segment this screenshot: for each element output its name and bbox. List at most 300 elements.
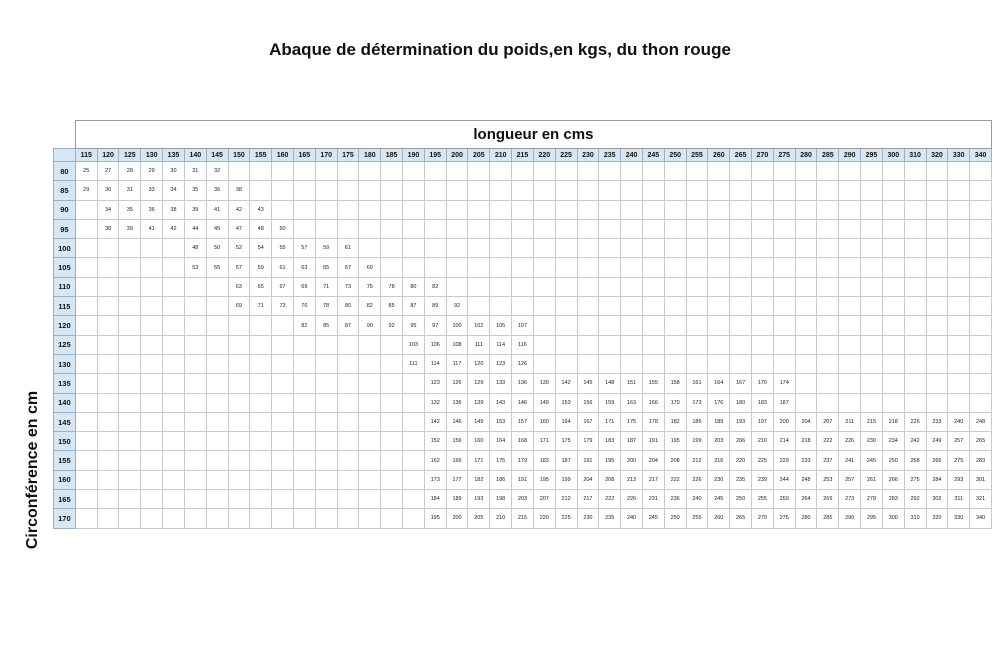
weight-cell [839, 200, 861, 219]
weight-cell: 273 [839, 490, 861, 509]
weight-cell [904, 316, 926, 335]
weight-cell: 210 [752, 432, 774, 451]
weight-cell [163, 354, 185, 373]
weight-cell: 255 [752, 490, 774, 509]
weight-cell: 269 [817, 490, 839, 509]
weight-cell [163, 297, 185, 316]
weight-cell: 293 [948, 470, 970, 489]
length-header-cell: 240 [621, 149, 643, 162]
weight-cell: 145 [577, 374, 599, 393]
weight-cell [97, 258, 119, 277]
circumference-header-cell: 100 [54, 239, 76, 258]
weight-cell [75, 432, 97, 451]
weight-cell [184, 412, 206, 431]
weight-cell: 226 [839, 432, 861, 451]
weight-cell: 97 [424, 316, 446, 335]
weight-cell: 153 [490, 412, 512, 431]
weight-cell [315, 470, 337, 489]
weight-cell [272, 354, 294, 373]
weight-cell [403, 258, 425, 277]
weight-cell [817, 335, 839, 354]
weight-cell [839, 258, 861, 277]
weight-cell [861, 335, 883, 354]
weight-cell [381, 200, 403, 219]
weight-cell [642, 297, 664, 316]
weight-cell [97, 239, 119, 258]
table-row [54, 470, 992, 489]
weight-cell [119, 470, 141, 489]
weight-cell: 183 [752, 393, 774, 412]
weight-cell [228, 470, 250, 489]
table-row [54, 316, 992, 335]
weight-cell [861, 393, 883, 412]
weight-cell: 42 [228, 200, 250, 219]
weight-cell [403, 374, 425, 393]
weight-cell [730, 219, 752, 238]
table-row [54, 277, 992, 296]
weight-cell: 260 [708, 509, 730, 528]
weight-cell: 204 [642, 451, 664, 470]
weight-cell: 85 [381, 297, 403, 316]
weight-cell [970, 277, 992, 296]
weight-cell: 71 [250, 297, 272, 316]
weight-cell [381, 181, 403, 200]
weight-cell [882, 297, 904, 316]
weight-cell [839, 181, 861, 200]
weight-cell [555, 335, 577, 354]
weight-cell: 226 [904, 412, 926, 431]
weight-cell: 171 [599, 412, 621, 431]
weight-cell [337, 412, 359, 431]
weight-cell [642, 316, 664, 335]
weight-cell [686, 277, 708, 296]
weight-cell: 120 [468, 354, 490, 373]
weight-cell [337, 393, 359, 412]
weight-cell [970, 239, 992, 258]
weight-cell [839, 335, 861, 354]
circumference-header-cell: 150 [54, 432, 76, 451]
weight-cell: 139 [468, 393, 490, 412]
weight-cell: 95 [403, 316, 425, 335]
weight-cell [795, 277, 817, 296]
weight-cell [621, 181, 643, 200]
weight-cell: 73 [337, 277, 359, 296]
weight-cell [250, 509, 272, 528]
table-row [54, 393, 992, 412]
weight-cell [381, 432, 403, 451]
weight-cell: 143 [490, 393, 512, 412]
weight-cell [861, 297, 883, 316]
weight-cell: 149 [468, 412, 490, 431]
weight-cell [882, 181, 904, 200]
weight-cell [970, 316, 992, 335]
weight-cell [708, 239, 730, 258]
weight-cell: 30 [163, 162, 185, 181]
weight-cell: 244 [773, 470, 795, 489]
weight-cell: 215 [512, 509, 534, 528]
weight-cell [533, 239, 555, 258]
weight-cell [861, 277, 883, 296]
weight-cell: 31 [119, 181, 141, 200]
weight-cell: 82 [424, 277, 446, 296]
length-header-cell: 210 [490, 149, 512, 162]
weight-cell [621, 297, 643, 316]
weight-cell [97, 451, 119, 470]
weight-cell: 126 [446, 374, 468, 393]
weight-cell [730, 297, 752, 316]
circumference-header-cell: 140 [54, 393, 76, 412]
weight-cell [359, 200, 381, 219]
weight-cell [970, 297, 992, 316]
weight-cell [817, 354, 839, 373]
weight-cell [337, 181, 359, 200]
length-header-cell: 225 [555, 149, 577, 162]
weight-cell [773, 277, 795, 296]
weight-cell: 183 [599, 432, 621, 451]
weight-cell: 217 [577, 490, 599, 509]
weight-cell [970, 219, 992, 238]
weight-cell: 38 [163, 200, 185, 219]
weight-cell: 160 [468, 432, 490, 451]
weight-cell [882, 335, 904, 354]
weight-cell: 85 [315, 316, 337, 335]
weight-cell: 38 [97, 219, 119, 238]
weight-cell [926, 316, 948, 335]
weight-cell: 41 [206, 200, 228, 219]
weight-cell [403, 181, 425, 200]
weight-cell: 163 [621, 393, 643, 412]
weight-cell: 235 [599, 509, 621, 528]
weight-cell: 108 [446, 335, 468, 354]
weight-cell [882, 354, 904, 373]
weight-cell [817, 181, 839, 200]
weight-cell [664, 200, 686, 219]
weight-cell: 236 [664, 490, 686, 509]
weight-cell [904, 239, 926, 258]
weight-cell [206, 393, 228, 412]
weight-cell [184, 374, 206, 393]
weight-cell: 245 [642, 509, 664, 528]
weight-cell: 179 [512, 451, 534, 470]
table-row [54, 354, 992, 373]
weight-cell [621, 258, 643, 277]
length-header-cell: 140 [184, 149, 206, 162]
weight-cell: 136 [512, 374, 534, 393]
weight-cell: 248 [970, 412, 992, 431]
weight-cell: 208 [664, 451, 686, 470]
weight-cell: 175 [621, 412, 643, 431]
weight-cell [970, 162, 992, 181]
weight-cell: 159 [599, 393, 621, 412]
weight-cell [446, 258, 468, 277]
weight-cell [293, 219, 315, 238]
weight-cell: 275 [773, 509, 795, 528]
weight-cell [926, 258, 948, 277]
weight-cell [315, 162, 337, 181]
weight-cell [948, 200, 970, 219]
weight-cell: 132 [424, 393, 446, 412]
weight-cell [664, 277, 686, 296]
weight-cell: 257 [839, 470, 861, 489]
weight-cell: 35 [119, 200, 141, 219]
weight-cell: 200 [446, 509, 468, 528]
table-row [54, 490, 992, 509]
weight-cell [533, 354, 555, 373]
weight-cell [817, 239, 839, 258]
weight-cell [686, 200, 708, 219]
weight-cell [752, 181, 774, 200]
weight-cell [686, 354, 708, 373]
weight-cell [119, 258, 141, 277]
weight-cell: 82 [359, 297, 381, 316]
weight-cell [141, 239, 163, 258]
weight-cell [250, 316, 272, 335]
weight-cell: 178 [642, 412, 664, 431]
length-header-cell: 200 [446, 149, 468, 162]
length-header-cell: 220 [533, 149, 555, 162]
weight-cell [533, 297, 555, 316]
weight-cell [184, 470, 206, 489]
weight-cell [795, 162, 817, 181]
weight-cell: 73 [272, 297, 294, 316]
circumference-header-cell: 155 [54, 451, 76, 470]
weight-cell [184, 393, 206, 412]
weight-cell: 126 [512, 354, 534, 373]
weight-cell: 38 [228, 181, 250, 200]
weight-cell: 237 [817, 451, 839, 470]
weight-cell: 32 [206, 162, 228, 181]
weight-cell: 321 [970, 490, 992, 509]
weight-cell: 215 [861, 412, 883, 431]
weight-cell [708, 316, 730, 335]
weight-cell [403, 412, 425, 431]
weight-cell [141, 451, 163, 470]
weight-cell [642, 219, 664, 238]
weight-cell [97, 490, 119, 509]
weight-cell [381, 219, 403, 238]
weight-cell [773, 239, 795, 258]
weight-cell: 176 [708, 393, 730, 412]
weight-cell [184, 277, 206, 296]
weight-cell [337, 490, 359, 509]
weight-cell [577, 219, 599, 238]
weight-cell [359, 162, 381, 181]
weight-cell: 213 [621, 470, 643, 489]
weight-cell: 275 [904, 470, 926, 489]
weight-cell [882, 239, 904, 258]
weight-cell [577, 354, 599, 373]
weight-cell: 239 [752, 470, 774, 489]
weight-cell [555, 239, 577, 258]
weight-cell: 168 [512, 432, 534, 451]
weight-cell [795, 200, 817, 219]
weight-cell: 164 [708, 374, 730, 393]
weight-cell [642, 200, 664, 219]
weight-cell [97, 412, 119, 431]
circumference-header-cell: 85 [54, 181, 76, 200]
length-header-cell: 245 [642, 149, 664, 162]
weight-cell [293, 412, 315, 431]
weight-cell [948, 297, 970, 316]
weight-cell: 266 [926, 451, 948, 470]
weight-cell: 106 [424, 335, 446, 354]
weight-cell [184, 451, 206, 470]
weight-cell [926, 335, 948, 354]
weight-cell [315, 393, 337, 412]
weight-cell [839, 297, 861, 316]
weight-cell: 123 [490, 354, 512, 373]
circumference-header-cell: 110 [54, 277, 76, 296]
weight-cell [970, 258, 992, 277]
weight-cell [359, 412, 381, 431]
weight-cell: 206 [730, 432, 752, 451]
weight-cell [75, 335, 97, 354]
weight-cell: 47 [228, 219, 250, 238]
weight-cell: 171 [468, 451, 490, 470]
length-header-cell: 165 [293, 149, 315, 162]
weight-cell [293, 451, 315, 470]
weight-cell [97, 277, 119, 296]
weight-chart [13, 120, 987, 550]
weight-cell [642, 258, 664, 277]
weight-cell [272, 335, 294, 354]
weight-cell [228, 374, 250, 393]
weight-cell [970, 200, 992, 219]
weight-cell: 208 [599, 470, 621, 489]
length-header-cell: 195 [424, 149, 446, 162]
weight-cell [577, 239, 599, 258]
weight-cell [141, 258, 163, 277]
length-header-cell: 145 [206, 149, 228, 162]
page-title: Abaque de détermination du poids,en kgs, du thon rouge [269, 40, 731, 59]
weight-cell: 230 [577, 509, 599, 528]
weight-cell [599, 181, 621, 200]
weight-cell [817, 393, 839, 412]
weight-cell [359, 509, 381, 528]
weight-cell [163, 335, 185, 354]
weight-cell [577, 297, 599, 316]
weight-cell [795, 393, 817, 412]
weight-cell: 52 [228, 239, 250, 258]
weight-cell: 69 [293, 277, 315, 296]
weight-cell [272, 181, 294, 200]
table-row [54, 297, 992, 316]
weight-cell [381, 470, 403, 489]
weight-cell [817, 219, 839, 238]
weight-cell [533, 258, 555, 277]
weight-cell: 75 [359, 277, 381, 296]
weight-cell [163, 412, 185, 431]
weight-cell [272, 470, 294, 489]
weight-cell [533, 277, 555, 296]
table-row [54, 181, 992, 200]
weight-cell [381, 490, 403, 509]
weight-cell: 225 [555, 509, 577, 528]
weight-cell [163, 258, 185, 277]
weight-cell [359, 490, 381, 509]
weight-cell [315, 432, 337, 451]
weight-cell [795, 374, 817, 393]
weight-cell [97, 335, 119, 354]
weight-cell: 235 [730, 470, 752, 489]
weight-cell [882, 258, 904, 277]
weight-cell: 67 [272, 277, 294, 296]
weight-cell: 142 [424, 412, 446, 431]
weight-cell [468, 258, 490, 277]
weight-cell [773, 162, 795, 181]
weight-cell [163, 490, 185, 509]
weight-cell [882, 277, 904, 296]
weight-cell [315, 354, 337, 373]
weight-cell: 193 [730, 412, 752, 431]
weight-cell [141, 412, 163, 431]
weight-cell [555, 277, 577, 296]
weight-cell [228, 316, 250, 335]
weight-cell [730, 277, 752, 296]
weight-cell [686, 162, 708, 181]
length-header-cell: 170 [315, 149, 337, 162]
weight-cell [577, 162, 599, 181]
weight-cell [293, 432, 315, 451]
weight-cell [512, 277, 534, 296]
weight-cell [468, 277, 490, 296]
circumference-header-cell: 95 [54, 219, 76, 238]
weight-cell [642, 162, 664, 181]
weight-cell [75, 509, 97, 528]
weight-cell [948, 239, 970, 258]
table-corner [54, 121, 76, 149]
length-header-cell: 185 [381, 149, 403, 162]
weight-cell [839, 239, 861, 258]
weight-cell: 207 [533, 490, 555, 509]
weight-cell [533, 316, 555, 335]
table-row [54, 239, 992, 258]
weight-cell: 59 [315, 239, 337, 258]
weight-cell [293, 162, 315, 181]
weight-cell: 195 [599, 451, 621, 470]
weight-cell [708, 354, 730, 373]
weight-cell [642, 354, 664, 373]
weight-cell [752, 200, 774, 219]
weight-cell [555, 162, 577, 181]
weight-cell [686, 316, 708, 335]
weight-cell: 55 [272, 239, 294, 258]
weight-cell [839, 354, 861, 373]
weight-cell [599, 219, 621, 238]
weight-cell [926, 354, 948, 373]
weight-cell: 92 [381, 316, 403, 335]
weight-cell [446, 277, 468, 296]
weight-cell: 166 [642, 393, 664, 412]
weight-cell [315, 509, 337, 528]
weight-cell [708, 258, 730, 277]
weight-cell [773, 354, 795, 373]
weight-cell: 87 [337, 316, 359, 335]
weight-cell [293, 393, 315, 412]
weight-cell [119, 374, 141, 393]
weight-cell [926, 374, 948, 393]
length-header-cell: 155 [250, 149, 272, 162]
weight-cell: 264 [795, 490, 817, 509]
weight-cell [403, 509, 425, 528]
length-header-cell: 295 [861, 149, 883, 162]
weight-cell [839, 316, 861, 335]
weight-cell: 278 [861, 490, 883, 509]
weight-cell [337, 374, 359, 393]
weight-cell [206, 509, 228, 528]
weight-cell [795, 297, 817, 316]
weight-cell: 204 [577, 470, 599, 489]
